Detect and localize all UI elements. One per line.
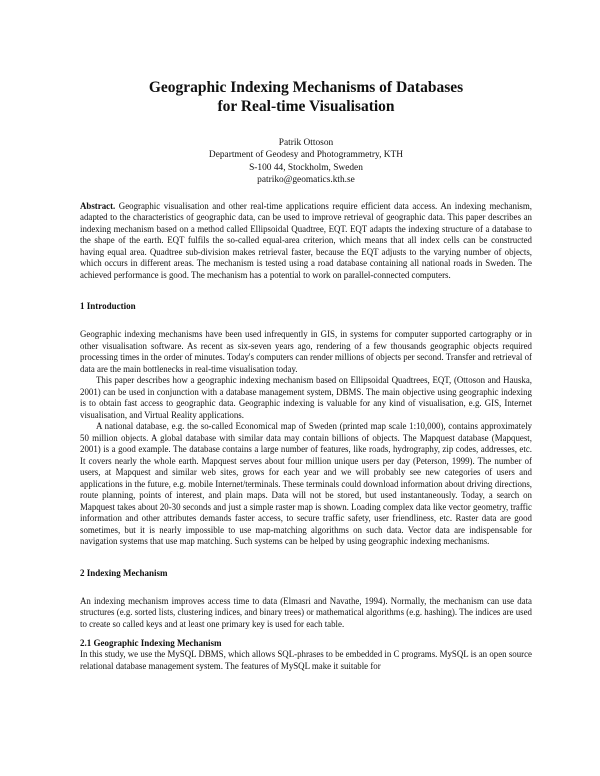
title-line-2: for Real-time Visualisation	[217, 98, 395, 115]
author-block	[80, 137, 532, 187]
section-heading-introduction: 1 Introduction	[80, 301, 136, 312]
intro-paragraph-1: Geographic indexing mechanisms have been used infrequently in GIS, in systems for computer supported cartography or in other visualisation software. As recent as six-seven years ago, rendering of a few thousands geographic objects required processing times in the order of minutes. Today's computers can render millions of objects per second. Transfer and retrieval of data are the main bottlenecks in real-time visualisation today.	[80, 329, 532, 374]
title-line-1: Geographic Indexing Mechanisms of Databases	[148, 79, 464, 96]
abstract	[80, 201, 532, 282]
author-address: S-100 44, Stockholm, Sweden	[249, 162, 363, 173]
paper-title	[80, 78, 532, 116]
intro-paragraph-3: A national database, e.g. the so-called Economical map of Sweden (printed map scale 1:10,000), contains approximately 50 million objects. A global database with similar data may contain billions of objects. The Mapquest database (Mapquest, 2001) is a good example. The database contains a large number of features, like roads, hydrography, zip codes, addresses, etc. It covers nearly the whole earth. Mapquest serves about four million unique users per day (Peterson, 1999). The number of users, at Mapquest and similar web sites, grows for each year and we will probably see new categories of users and applications in the future, e.g. mobile Internet/terminals. These terminals could download information about driving directions, route planning, points of interest, and plain maps. Data will not be stored, but used instantaneously. Today, a search on Mapquest takes about 20-30 seconds and just a simple raster map is shown. Loading complex data like vector geometry, traffic information and other attributes demands faster access, to secure traffic safety, user friendliness, etc. Raster data are good sometimes, but it is nearly impossible to use map-matching algorithms on such data. Vector data are indispensable for navigation systems that use map matching. Such systems can be helped by using geographic indexing mechanisms.	[80, 421, 532, 547]
intro-paragraph-2: This paper describes how a geographic indexing mechanism based on Ellipsoidal Quadtrees, EQT, (Ottoson and Hauska, 2001) can be used in conjunction with a database management system, DBMS. The main objective using geographic indexing is to obtain fast access to geographic data. Geographic indexing is valuable for any kind of visualisation, e.g. GIS, Internet visualisation, and Virtual Reality applications.	[80, 375, 532, 420]
author-affiliation: Department of Geodesy and Photogrammetry, KTH	[208, 150, 404, 161]
abstract-text: Geographic visualisation and other real-time applications require efficient data access. An indexing mechanism, adapted to the characteristics of geographic data, can be used to improve retrieval of geographic data. This paper describes an indexing mechanism based on a method called Ellipsoidal Quadtree, EQT. EQT adapts the indexing structure of a database to the shape of the earth. EQT fulfils the so-called equal-area criterion, which means that all index cells can be constructed having equal area. Quadtree sub-division makes retrieval faster, because the EQT adjusts to the varying number of objects, which occurs in different areas. The mechanism is tested using a road database containing all national roads in Sweden. The achieved performance is good. The mechanism has a potential to work on parallel-connected computers.	[80, 200, 532, 280]
indexing-paragraph-1: An indexing mechanism improves access time to data (Elmasri and Navathe, 1994). Normally, the mechanism can use data structures (e.g. sorted lists, clustering indices, and binary trees) or mathematical algorithms (e.g. hashing). The indices are used to create so called keys and at least one primary key is used for each table.	[80, 595, 532, 629]
geographic-indexing-paragraph-1: In this study, we use the MySQL DBMS, which allows SQL-phrases to be embedded in C programs. MySQL is an open source relational database management system. The features of MySQL make it suitable for	[80, 649, 532, 671]
subsection-heading-geographic-indexing: 2.1 Geographic Indexing Mechanism	[80, 638, 222, 649]
abstract-label: Abstract.	[80, 200, 116, 211]
author-email: patriko@geomatics.kth.se	[257, 175, 355, 186]
section-heading-indexing-mechanism: 2 Indexing Mechanism	[80, 567, 168, 578]
author-name: Patrik Ottoson	[278, 138, 334, 148]
